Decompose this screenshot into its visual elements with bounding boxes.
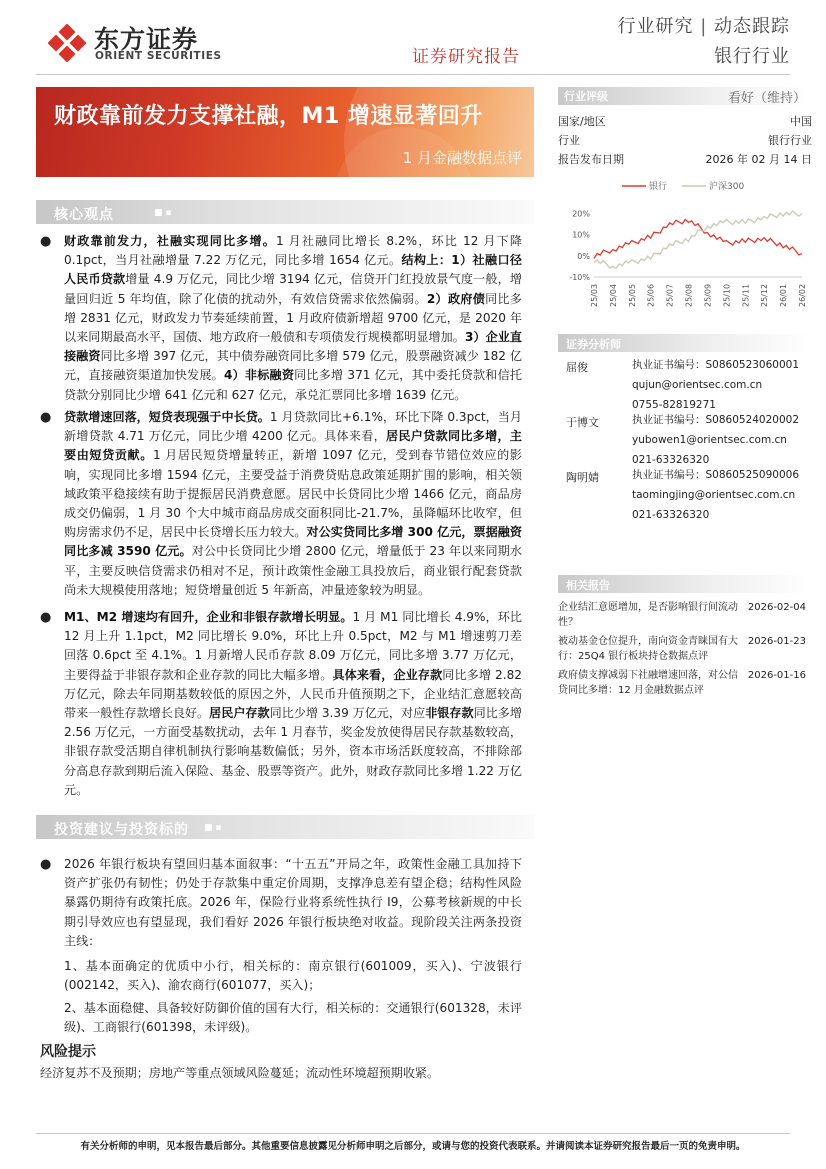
x-tick-label: 25/04 — [608, 283, 618, 307]
series-line — [594, 219, 802, 258]
x-tick-label: 25/07 — [665, 283, 675, 307]
info-key: 行业 — [558, 134, 580, 147]
analyst-info — [632, 410, 799, 470]
related-report-title — [558, 634, 748, 664]
related-report-title-line: 行：25Q4 银行板块持仓数据点评 — [558, 651, 709, 662]
core-paragraph-text — [64, 608, 522, 800]
header-divider — [36, 74, 790, 75]
x-tick-label: 25/05 — [627, 283, 637, 307]
text-run: 同比多增 371 亿元，其中委托贷款和信托贷款分别同比少增 641 亿元和 627 亿元，承兑汇票同比多增 1639 亿元。 — [64, 368, 522, 402]
text-run: 同比多增 2.82 万亿元，除去年同期基数较低的原因之外，人民币升值预期之下，企业结汇意愿较高带来一般性存款增长良好。 — [64, 667, 522, 721]
core-paragraph-2 — [42, 408, 522, 600]
text-run: 1 月贷款同比+6.1%，环比下降 0.3pct，当月新增贷款 4.71 万亿元，同比少增 4200 亿元。具体来看， — [64, 410, 522, 444]
legend-label: 银行 — [649, 182, 668, 192]
related-report-date: 2026-01-16 — [747, 670, 806, 681]
related-report[interactable] — [558, 668, 812, 698]
investment-paragraph-3 — [42, 999, 522, 1037]
performance-chart-svg — [558, 177, 812, 327]
investment-header — [36, 815, 534, 839]
analyst-cert: 执业证书编号：S0860524020002 — [632, 414, 800, 426]
analyst-name: 陶明婧 — [566, 471, 599, 484]
title-banner — [36, 87, 534, 177]
text-run: 增量 4.9 万亿元，同比少增 3194 亿元，信贷开门红投放景气度一般，增量回归近 5 年均值，除了化债的扰动外，有效信贷需求依然偏弱。 — [64, 272, 522, 306]
brand-name-en: ORIENT SECURITIES — [95, 50, 222, 62]
analyst-info — [632, 465, 799, 525]
bold-run: 2）政府债 — [426, 291, 486, 306]
investment-text: 2026 年银行板块有望回归基本面叙事：“十五五”开局之年，政策性金融工具加持下资产扩张仍有韧性；仍处于存款集中重定价周期，支撑净息差有望企稳；结构性风险暴露仍期待有政策托底。2026 年，保险行业将系统性执行 I9，公募考核新规的中长期引导效应也有望显现，我们看好 2026 年银行板块绝对收益。现阶段关注两条投资主线： — [64, 857, 522, 948]
bold-run: 非银存款 — [425, 706, 474, 721]
report-subtitle: 1 月金融数据点评 — [402, 149, 522, 167]
x-tick-label: 25/11 — [741, 283, 751, 307]
x-tick-label: 25/12 — [760, 283, 770, 307]
rating-bar — [558, 87, 812, 105]
section-mark-icon: ■ ▪ — [204, 823, 222, 833]
investment-paragraph-2 — [42, 957, 522, 995]
related-report-title-line: 被动基金仓位提升，南向资金青睐国有大 — [558, 636, 738, 647]
text-run: 同比多增 397 亿元，其中债券融资同比多增 579 亿元，股票融资减少 182 亿元，直接融资渠道加快发展。 — [64, 349, 522, 383]
brand-name-cn: 东方证券 — [94, 25, 199, 54]
bold-run: 4）非标融资 — [223, 368, 295, 383]
analyst-info — [632, 355, 799, 415]
performance-chart — [558, 177, 812, 327]
core-paragraph-1 — [42, 232, 522, 405]
risk-text: 经济复苏不及预期；房地产等重点领域风险蔓延；流动性环境超预期收紧。 — [40, 1066, 440, 1080]
text-run: 同比多增 2.56 万亿元，一方面受基数扰动，去年 1 月春节，奖金发放使得居民存款基数较高，非银存款受活期自律机制执行影响基数偏低；另外，资本市场活跃度较高，不排除部分高息存款到期后流入保险、基金、股票等资产。此外，财政存款同比多增 1.22 万亿元。 — [64, 706, 522, 797]
analyst-cert: 执业证书编号：S0860523060001 — [632, 359, 800, 371]
bullet-icon: ● — [40, 857, 52, 872]
investment-paragraph-1 — [42, 855, 522, 951]
related-reports-label: 相关报告 — [566, 579, 610, 592]
related-report-title — [558, 668, 748, 698]
y-tick-label: -10% — [569, 273, 590, 282]
analyst-name: 于博文 — [566, 416, 599, 429]
related-report-title — [558, 600, 748, 630]
analyst-email[interactable]: qujun@orientsec.com.cn — [632, 379, 763, 391]
bold-run: 财政靠前发力，社融实现同比多增。 — [64, 234, 276, 248]
report-type: 证券研究报告 — [412, 47, 520, 67]
info-row-industry — [558, 132, 812, 148]
bold-run: M1、M2 增速均有回升，企业和非银存款增长明显。 — [64, 610, 353, 624]
bold-run: 居民户存款 — [209, 706, 270, 721]
info-value: 中国 — [790, 115, 812, 128]
bold-run: 居民户贷款同比多增，主要由短贷贡献。 — [64, 429, 522, 463]
category-research: 行业研究 — [617, 16, 694, 37]
x-tick-label: 25/09 — [703, 283, 713, 307]
legend-label: 沪深300 — [709, 182, 745, 192]
bold-run: 3）企业直接融资 — [64, 330, 522, 364]
x-tick-label: 25/03 — [590, 283, 599, 307]
category-separator: | — [700, 16, 708, 37]
y-tick-label: 10% — [572, 230, 590, 240]
x-tick-label: 25/06 — [646, 283, 656, 307]
related-report-title-line: 企业结汇意愿增加，是否影响银行间流动 — [558, 602, 738, 613]
text-run: 同比多增 2831 亿元，财政发力节奏延续前置，1 月政府债新增超 9700 亿元，是 2020 年以来同期最高水平，国债、地方政府一般债和专项债发行规模都明显增加。 — [64, 291, 522, 345]
y-tick-label: 20% — [572, 209, 590, 219]
related-report-title-line: 贷同比多增：12 月金融数据点评 — [558, 685, 704, 696]
text-run: 1 月社融同比增长 8.2%，环比 12 月下降 0.1pct，当月社融增量 7.22 万亿元，同比多增 1654 亿元。 — [64, 234, 522, 268]
related-report-title-line: 政府债支撑减弱下社融增速回落，对公信 — [558, 670, 738, 681]
analyst-email[interactable]: taomingjing@orientsec.com.cn — [632, 489, 796, 501]
analyst-phone: 021-63326320 — [632, 509, 710, 521]
category-tracking: 动态跟踪 — [714, 16, 790, 37]
section-mark-icon: ■ ▪ — [154, 208, 172, 218]
bold-run: 贷款增速回落，短贷表现强于中长贷。 — [64, 410, 270, 424]
info-value: 2026 年 02 月 14 日 — [705, 153, 812, 166]
rating-value: 看好（维持） — [727, 91, 806, 106]
core-paragraph-text — [64, 232, 522, 405]
report-category — [617, 12, 790, 38]
bold-run: 对公实贷同比多增 300 亿元，票据融资同比多减 3590 亿元。 — [64, 525, 522, 559]
analyst-phone: 0755-82819271 — [632, 399, 716, 411]
report-title: 财政靠前发力支撑社融，M1 增速显著回升 — [54, 104, 483, 129]
related-report-title-line: 性？ — [558, 617, 578, 628]
risk-title: 风险提示 — [40, 1044, 96, 1060]
info-row-date — [558, 151, 812, 167]
analyst-email[interactable]: yubowen1@orientsec.com.cn — [632, 434, 787, 446]
investment-text: 1、基本面确定的优质中小行，相关标的：南京银行(601009，买入)、宁波银行(002142，买入)、渝农商行(601077，买入)； — [64, 959, 522, 993]
text-run: 对公中长贷同比少增 2800 亿元，增量低于 23 年以来同期水平，主要反映信贷需求仍相对不足，预计政策性金融工具投放后，商业银行配套贷款尚未大规模使用落地；短贷增量创近 5 年新高，冲量迹象较为明显。 — [64, 544, 522, 597]
analysts-label: 证券分析师 — [566, 338, 621, 351]
analysts-header — [558, 334, 812, 352]
text-run: 同比少增 3.39 万亿元，对应 — [269, 706, 426, 721]
y-tick-label: 0% — [577, 251, 590, 261]
x-tick-label: 26/01 — [779, 283, 789, 307]
related-reports-header — [558, 575, 812, 593]
analyst-cert: 执业证书编号：S0860525090006 — [632, 469, 800, 481]
info-key: 报告发布日期 — [558, 153, 624, 166]
x-tick-label: 25/08 — [684, 283, 694, 307]
bold-run: 结构上：1）社融口径人民币贷款 — [64, 253, 522, 287]
info-row-region — [558, 113, 812, 129]
disclaimer-footer: 有关分析师的申明，见本报告最后部分。其他重要信息披露见分析师申明之后部分，或请与您的投资代表联系。并请阅读本证券研究报告最后一页的免责申明。 — [80, 1141, 746, 1152]
rating-label: 行业评级 — [564, 90, 608, 103]
core-paragraph-text — [64, 408, 522, 600]
analyst-phone: 021-63326320 — [632, 454, 710, 466]
brand-logo-icon — [48, 24, 86, 62]
info-key: 国家/地区 — [558, 115, 606, 128]
analyst-name: 屈俊 — [566, 361, 588, 374]
related-report[interactable] — [558, 600, 812, 630]
bullet-icon: ● — [40, 610, 52, 625]
text-run: 1 月居民短贷增量转正，新增 1097 亿元，受到春节错位效应的影响，实现同比多增 1594 亿元，主要受益于消费贷贴息政策延期扩围的影响，相关领域政策平稳接续有助于提振居民消费意愿。居民中长贷同比少增 1466 亿元，商品房成交仍偏弱，1 月 30 个大中城市商品房成交面积同比-21.7%，虽降幅环比收窄，但购房需求仍不足，居民中长贷增长压力较大。 — [64, 448, 522, 540]
investment-text: 2、基本面稳健、具备较好防御价值的国有大行，相关标的：交通银行(601328，未评级)、工商银行(601398，未评级)。 — [64, 1001, 522, 1035]
related-report-date: 2026-01-23 — [747, 636, 806, 647]
x-tick-label: 25/10 — [722, 283, 732, 307]
bullet-icon: ● — [40, 234, 52, 249]
core-views-title: 核心观点 — [54, 207, 114, 223]
info-value: 银行行业 — [768, 134, 812, 147]
bullet-icon: ● — [40, 410, 52, 425]
text-run: 1 月 M1 同比增长 4.9%，环比 12 月上升 1.1pct，M2 同比增长 9.0%，环比上升 0.5pct，M2 与 M1 增速剪刀差回落 0.6pct 至 4.1%。1 月新增人民币存款 8.09 万亿元，同比多增 3.77 万亿元，主要得益于非银存款和企业存款的同比大幅多增。 — [64, 610, 522, 682]
bold-run: 具体来看，企业存款 — [332, 667, 443, 682]
industry-name: 银行行业 — [714, 46, 790, 67]
x-tick-label: 26/02 — [798, 283, 807, 307]
core-views-header — [36, 200, 534, 224]
related-report-date: 2026-02-04 — [747, 602, 806, 613]
core-paragraph-3 — [42, 608, 522, 800]
related-report[interactable] — [558, 634, 812, 664]
investment-title: 投资建议与投资标的 — [54, 822, 189, 838]
footer-divider — [36, 1133, 790, 1134]
